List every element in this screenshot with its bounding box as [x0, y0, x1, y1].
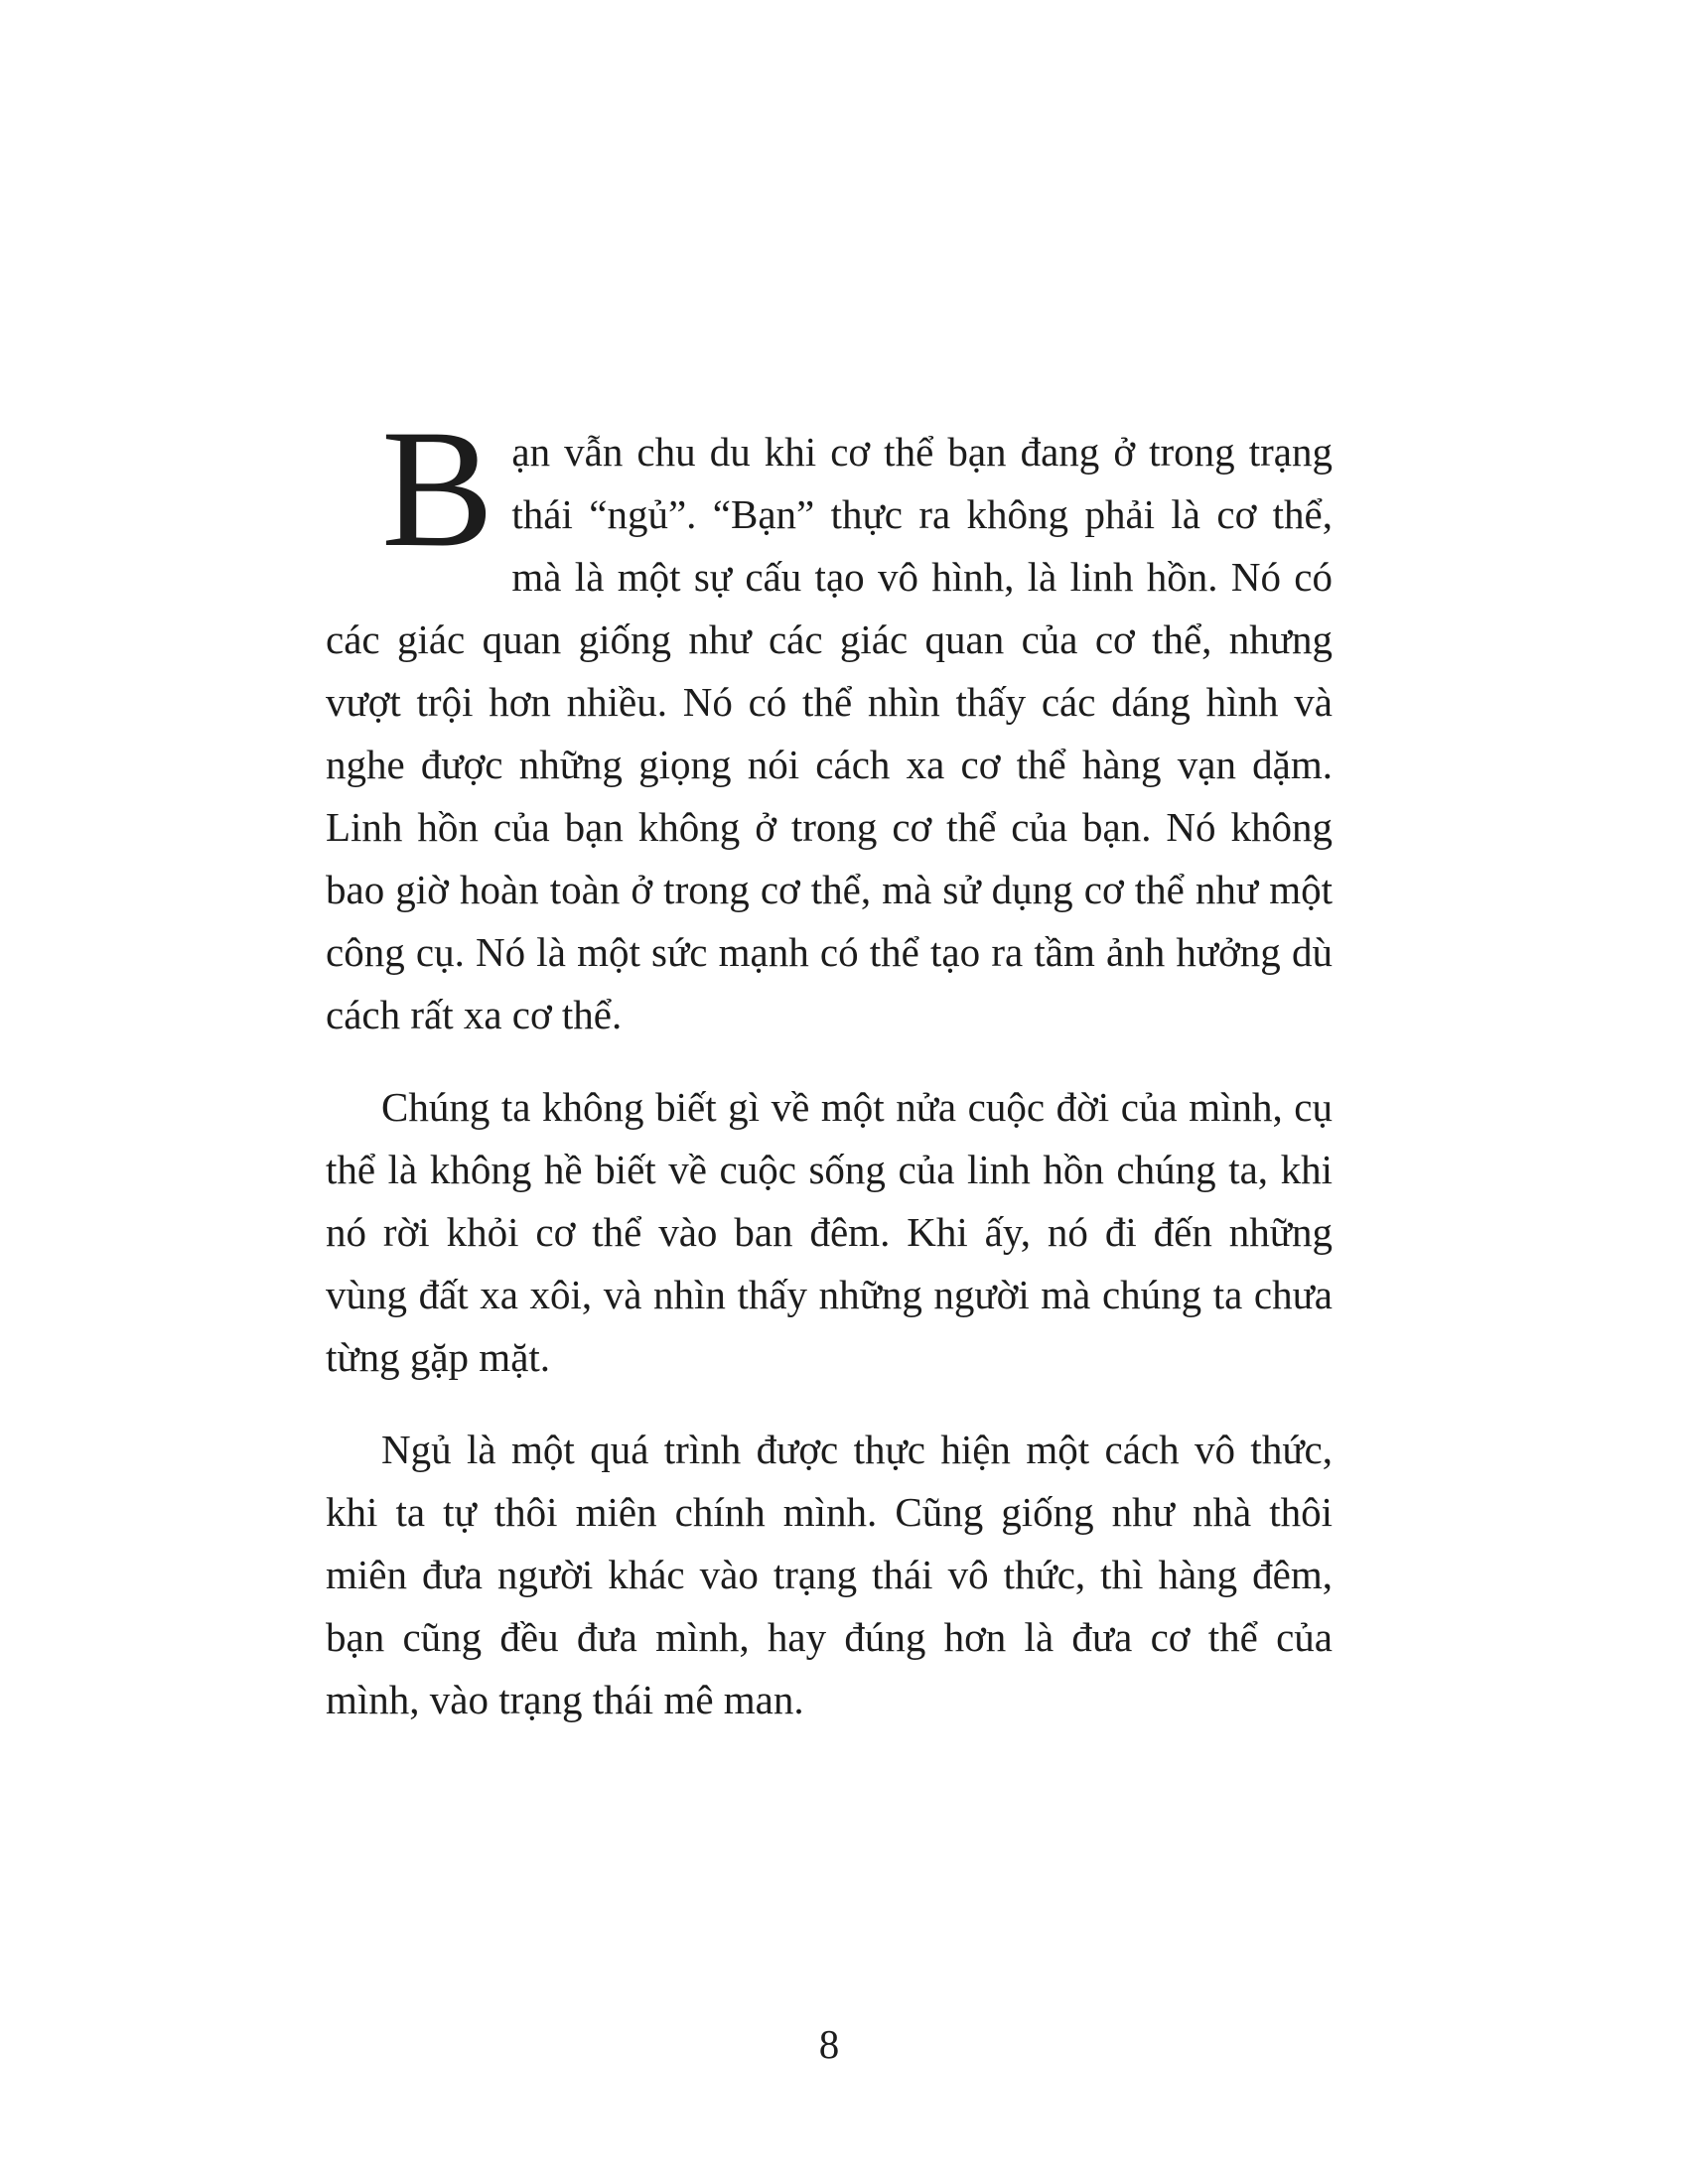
dropcap-letter: B	[381, 395, 494, 582]
paragraph-1-text: ạn vẫn chu du khi cơ thể bạn đang ở trong trạng thái “ngủ”. “Bạn” thực ra không phải là cơ thể, mà là một sự cấu tạo vô hình, là linh hồn. Nó có các giác quan giống như các giác quan của cơ thể, nhưng vượt trội hơn nhiều. Nó có thể nhìn thấy các dáng hình và nghe được những giọng nói cách xa cơ thể hàng vạn dặm. Linh hồn của bạn không ở trong cơ thể của bạn. Nó không bao giờ hoàn toàn ở trong cơ thể, mà sử dụng cơ thể như một công cụ. Nó là một sức mạnh có thể tạo ra tầm ảnh hưởng dù cách rất xa cơ thể.	[326, 429, 1333, 1037]
paragraph-3: Ngủ là một quá trình được thực hiện một cách vô thức, khi ta tự thôi miên chính mình. Cũng giống như nhà thôi miên đưa người khác vào trạng thái vô thức, thì hàng đêm, bạn cũng đều đưa mình, hay đúng hơn là đưa cơ thể của mình, vào trạng thái mê man.	[326, 1427, 1333, 1722]
page-number: 8	[818, 2021, 840, 2067]
paragraph-1	[326, 395, 1333, 1046]
text-block	[326, 395, 1333, 1731]
paragraph-2: Chúng ta không biết gì về một nửa cuộc đời của mình, cụ thể là không hề biết về cuộc sống của linh hồn chúng ta, khi nó rời khỏi cơ thể vào ban đêm. Khi ấy, nó đi đến những vùng đất xa xôi, và nhìn thấy những người mà chúng ta chưa từng gặp mặt.	[326, 1084, 1333, 1380]
